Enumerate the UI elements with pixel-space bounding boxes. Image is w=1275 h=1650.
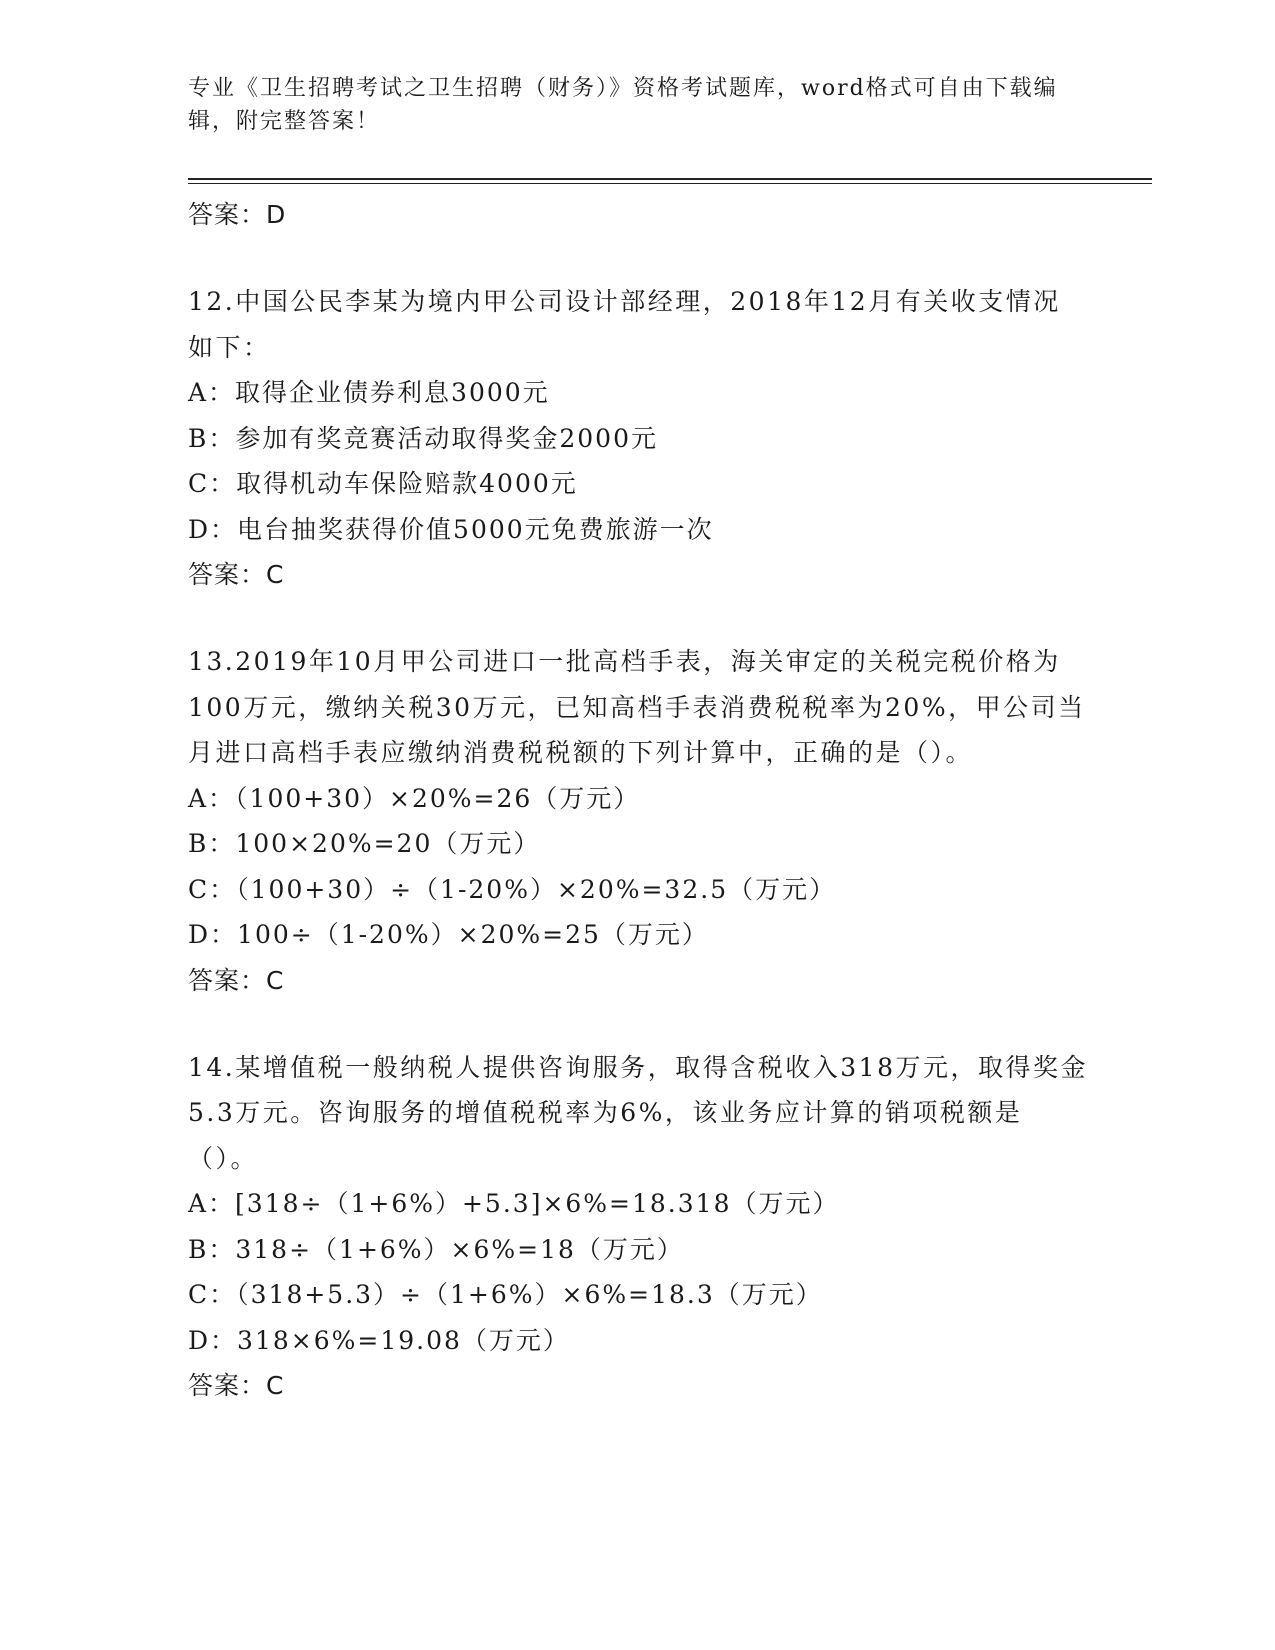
question-stem: 13.2019年10月甲公司进口一批高档手表，海关审定的关税完税价格为100万元，缴纳关税30万元，已知高档手表消费税税率为20%，甲公司当月进口高档手表应缴纳消费税税额的下列计算中，正确的是（）。 (188, 647, 1086, 767)
header-rule-thin (188, 183, 1152, 184)
question-answer: 答案：C (188, 1371, 285, 1400)
document-header: 专业《卫生招聘考试之卫生招聘（财务）》资格考试题库，word格式可自由下载编辑，附完整答案！ (188, 76, 1058, 134)
question-answer: 答案：C (188, 965, 285, 995)
option-d: D：电台抽奖获得价值5000元免费旅游一次 (188, 514, 714, 544)
option-c: C：取得机动车保险赔款4000元 (188, 469, 578, 498)
question-stem: 12.中国公民李某为境内甲公司设计部经理，2018年12月有关收支情况如下： (188, 287, 1061, 362)
option-b: B：参加有奖竞赛活动取得奖金2000元 (188, 423, 658, 453)
option-b: B：100×20%=20（万元） (188, 829, 541, 858)
option-a: A：（100+30）×20%=26（万元） (188, 783, 641, 813)
question-stem: 14.某增值税一般纳税人提供咨询服务，取得含税收入318万元，取得奖金5.3万元。咨询服务的增值税税率为6%，该业务应计算的销项税额是（）。 (188, 1052, 1088, 1173)
option-d: D：318×6%=19.08（万元） (188, 1325, 570, 1355)
header-rule-thick (188, 178, 1152, 180)
option-c: C：（318+5.3）÷（1+6%）×6%=18.3（万元） (188, 1280, 823, 1309)
option-d: D：100÷（1-20%）×20%=25（万元） (188, 920, 709, 949)
option-c: C：（100+30）÷（1-20%）×20%=32.5（万元） (188, 874, 837, 904)
question-14 (188, 1045, 1088, 1410)
question-answer: 答案：C (188, 560, 285, 589)
option-a: A：[318÷（1+6%）+5.3]×6%=18.318（万元） (188, 1189, 840, 1218)
question-list (188, 192, 1088, 1409)
previous-answer: 答案：D (188, 200, 287, 229)
question-12 (188, 279, 1088, 598)
option-b: B：318÷（1+6%）×6%=18（万元） (188, 1234, 684, 1264)
option-a: A：取得企业债券利息3000元 (188, 378, 550, 407)
question-13 (188, 639, 1088, 1004)
